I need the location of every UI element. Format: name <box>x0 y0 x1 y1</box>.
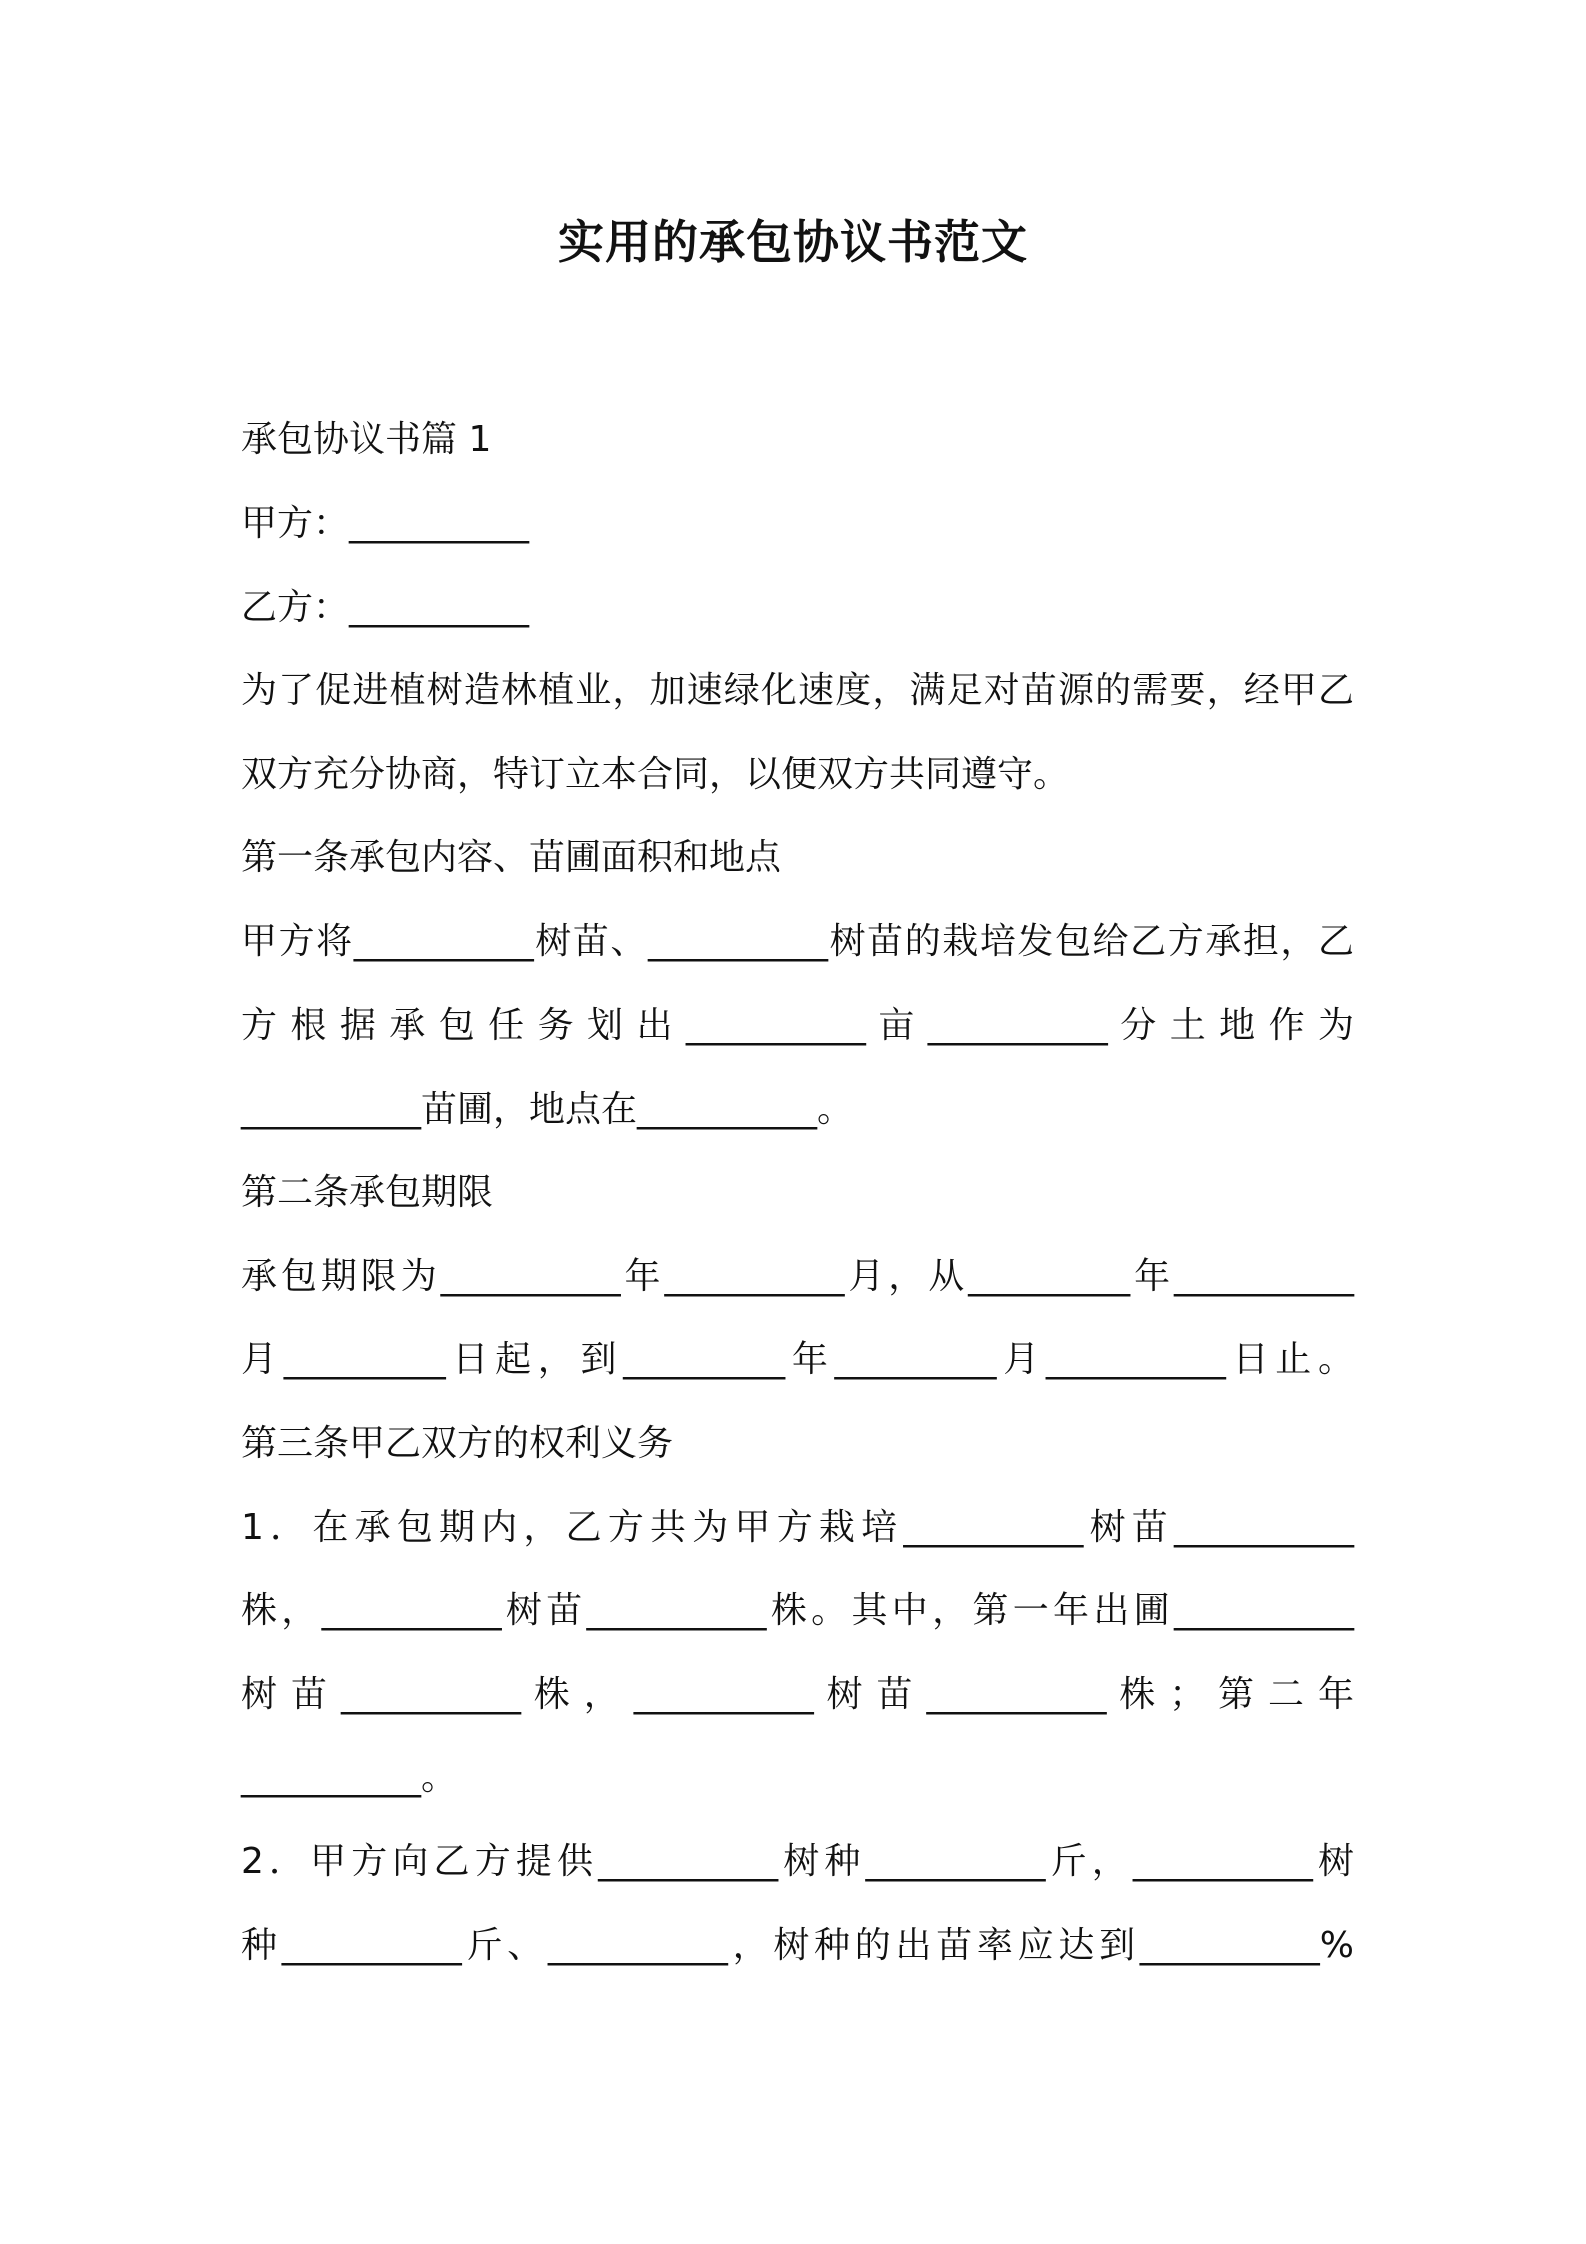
article-3-item-1-line-2: 株，__________树苗__________株。其中，第一年出圃__________ <box>241 1590 1354 1631</box>
article-3-item-1-line-4: __________。 <box>241 1757 458 1798</box>
section-heading-part1: 承包协议书篇 1 <box>241 419 492 460</box>
article-1-line-2: 方 根 据 承 包 任 务 划 出 __________ 亩 __________ 分 土 地 作 为 <box>241 1005 1355 1046</box>
party-b-line: 乙方：__________ <box>241 587 530 628</box>
document-title: 实用的承包协议书范文 <box>558 215 1028 269</box>
preamble-line-2: 双方充分协商，特订立本合同，以便双方共同遵守。 <box>241 754 1070 795</box>
party-a-line: 甲方：__________ <box>241 503 530 544</box>
article-3-heading: 第三条甲乙双方的权利义务 <box>241 1423 674 1464</box>
article-3-item-1-line-3: 树 苗 __________ 株 ， __________ 树 苗 __________ 株 ； 第 二 年 <box>241 1674 1354 1715</box>
article-3-item-1-line-1: 1．在承包期内，乙方共为甲方栽培__________树苗__________ <box>241 1507 1354 1548</box>
article-1-line-3: __________苗圃，地点在__________。 <box>241 1089 854 1130</box>
preamble-line-1: 为了促进植树造林植业，加速绿化速度，满足对苗源的需要，经甲乙 <box>241 670 1354 711</box>
article-2-heading: 第二条承包期限 <box>241 1172 494 1213</box>
article-1-line-1: 甲方将__________树苗、__________树苗的栽培发包给乙方承担，乙 <box>241 921 1354 962</box>
article-3-item-2-line-1: 2．甲方向乙方提供__________树种__________斤，__________树 <box>241 1841 1354 1882</box>
article-2-line-2: 月_________日起，到_________年_________月__________日止。 <box>241 1339 1354 1380</box>
article-1-heading: 第一条承包内容、苗圃面积和地点 <box>241 837 782 878</box>
article-3-item-2-line-2: 种__________斤、__________，树种的出苗率应达到__________% <box>241 1925 1354 1966</box>
article-2-line-1: 承包期限为__________年__________月，从_________年__________ <box>241 1256 1354 1297</box>
